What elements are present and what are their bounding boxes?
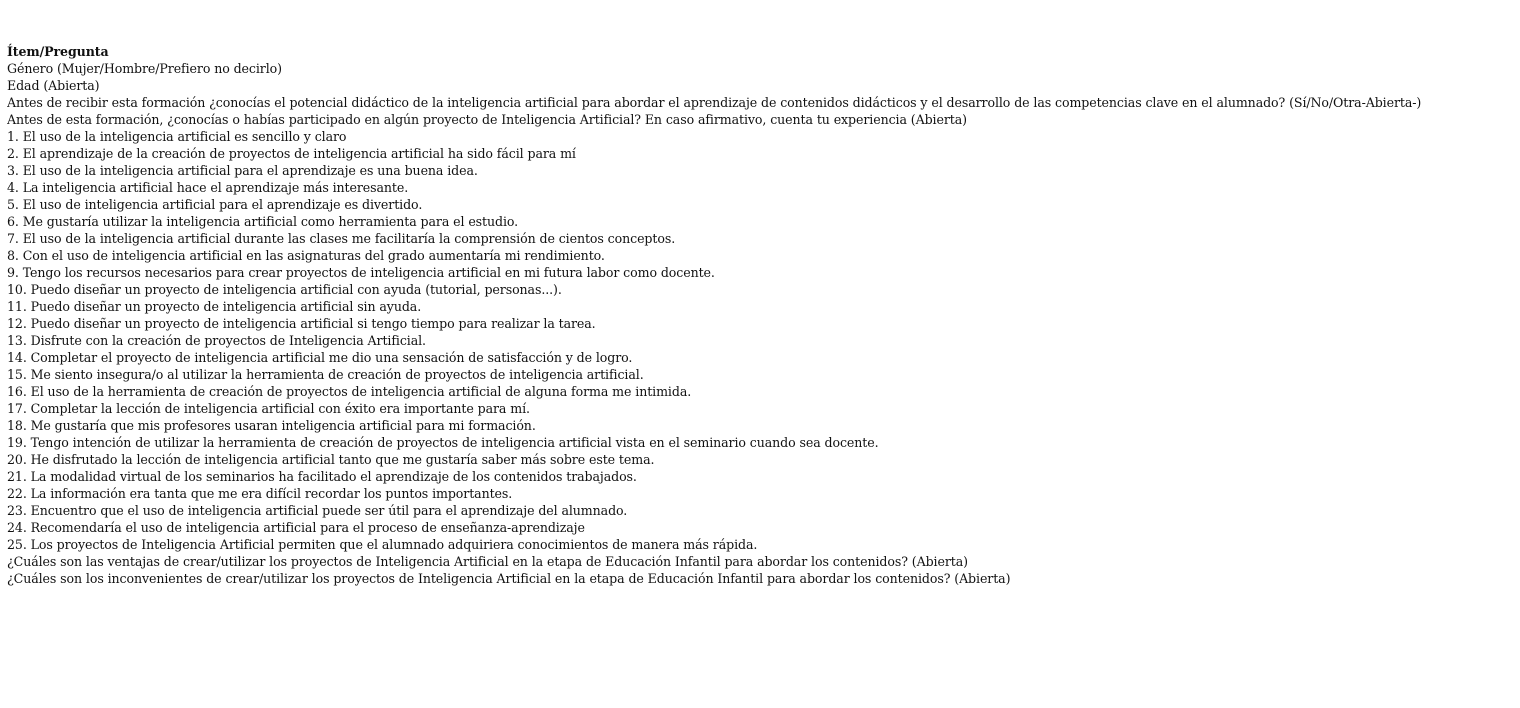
table-row: 11. Puedo diseñar un proyecto de inteligencia artificial sin ayuda. bbox=[7, 299, 422, 314]
table-row: Antes de recibir esta formación ¿conocías el potencial didáctico de la inteligencia artificial para abordar el aprendizaje de contenidos didácticos y el desarrollo de las competencias clave en el alumnado? (Sí/No/Otra-Abierta-) bbox=[7, 95, 1422, 110]
table-row: 21. La modalidad virtual de los seminarios ha facilitado el aprendizaje de los contenidos trabajados. bbox=[7, 469, 637, 484]
table-row: 3. El uso de la inteligencia artificial para el aprendizaje es una buena idea. bbox=[7, 163, 478, 178]
table-row: 17. Completar la lección de inteligencia artificial con éxito era importante para mí. bbox=[7, 401, 530, 416]
table-row: 18. Me gustaría que mis profesores usaran inteligencia artificial para mi formación. bbox=[7, 418, 536, 433]
table-row: 6. Me gustaría utilizar la inteligencia artificial como herramienta para el estudio. bbox=[7, 214, 519, 229]
table-row: 13. Disfrute con la creación de proyectos de Inteligencia Artificial. bbox=[7, 333, 426, 348]
table-body bbox=[7, 60, 1517, 587]
table-row: Género (Mujer/Hombre/Prefiero no decirlo) bbox=[7, 61, 282, 76]
table-row: 9. Tengo los recursos necesarios para crear proyectos de inteligencia artificial en mi futura labor como docente. bbox=[7, 265, 715, 280]
table-row: 19. Tengo intención de utilizar la herramienta de creación de proyectos de inteligencia artificial vista en el seminario cuando sea docente. bbox=[7, 435, 879, 450]
table-row: 8. Con el uso de inteligencia artificial en las asignaturas del grado aumentaría mi rendimiento. bbox=[7, 248, 605, 263]
table-row: 1. El uso de la inteligencia artificial es sencillo y claro bbox=[7, 129, 347, 144]
table-row: Edad (Abierta) bbox=[7, 78, 100, 93]
table-row: 24. Recomendaría el uso de inteligencia artificial para el proceso de enseñanza-aprendizaje bbox=[7, 520, 585, 535]
table-row: 5. El uso de inteligencia artificial para el aprendizaje es divertido. bbox=[7, 197, 423, 212]
table-row: 23. Encuentro que el uso de inteligencia artificial puede ser útil para el aprendizaje del alumnado. bbox=[7, 503, 628, 518]
table-row: 16. El uso de la herramienta de creación de proyectos de inteligencia artificial de alguna forma me intimida. bbox=[7, 384, 692, 399]
table-row: 14. Completar el proyecto de inteligencia artificial me dio una sensación de satisfacción y de logro. bbox=[7, 350, 633, 365]
table-row: 15. Me siento insegura/o al utilizar la herramienta de creación de proyectos de inteligencia artificial. bbox=[7, 367, 644, 382]
table-row: 2. El aprendizaje de la creación de proyectos de inteligencia artificial ha sido fácil para mí bbox=[7, 146, 576, 161]
table-row: Antes de esta formación, ¿conocías o habías participado en algún proyecto de Inteligencia Artificial? En caso afirmativo, cuenta tu experiencia (Abierta) bbox=[7, 112, 967, 127]
table-row: 25. Los proyectos de Inteligencia Artificial permiten que el alumnado adquiriera conocimientos de manera más rápida. bbox=[7, 537, 758, 552]
questionnaire-table bbox=[7, 43, 1517, 587]
table-row: 22. La información era tanta que me era difícil recordar los puntos importantes. bbox=[7, 486, 513, 501]
table-row: 20. He disfrutado la lección de inteligencia artificial tanto que me gustaría saber más sobre este tema. bbox=[7, 452, 655, 467]
table-row: ¿Cuáles son los inconvenientes de crear/utilizar los proyectos de Inteligencia Artificial en la etapa de Educación Infantil para abordar los contenidos? (Abierta) bbox=[7, 571, 1011, 586]
table-row: 12. Puedo diseñar un proyecto de inteligencia artificial si tengo tiempo para realizar la tarea. bbox=[7, 316, 596, 331]
table-header: Ítem/Pregunta bbox=[7, 44, 109, 59]
table-row: ¿Cuáles son las ventajas de crear/utilizar los proyectos de Inteligencia Artificial en la etapa de Educación Infantil para abordar los contenidos? (Abierta) bbox=[7, 554, 968, 569]
table-row: 4. La inteligencia artificial hace el aprendizaje más interesante. bbox=[7, 180, 409, 195]
table-row: 7. El uso de la inteligencia artificial durante las clases me facilitaría la comprensión de cientos conceptos. bbox=[7, 231, 676, 246]
table-row: 10. Puedo diseñar un proyecto de inteligencia artificial con ayuda (tutorial, personas...). bbox=[7, 282, 562, 297]
